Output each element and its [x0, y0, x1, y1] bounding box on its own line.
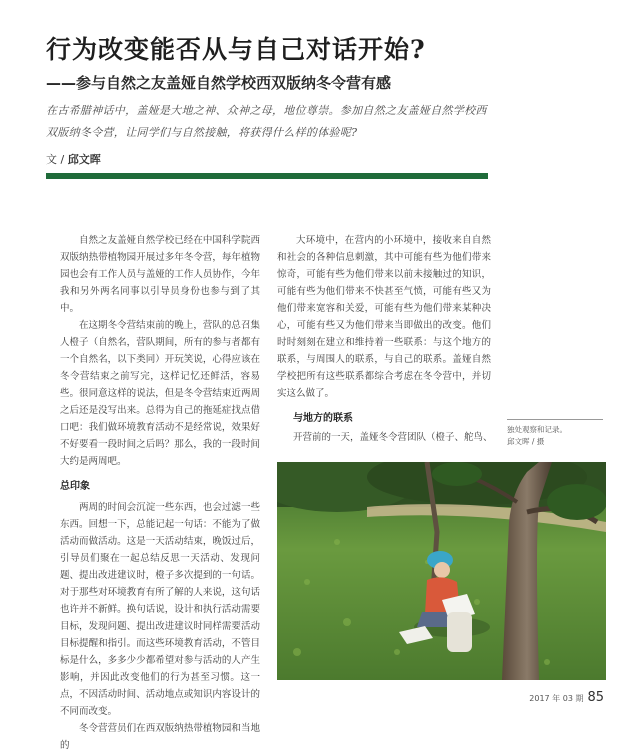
photo-child-drawing-under-tree: [277, 462, 606, 680]
author-name: 邱文晖: [67, 153, 101, 166]
paragraph: 在这期冬令营结束前的晚上，营队的总召集人橙子（自然名，营队期间，所有的参与者都有一个自然名，以下类同）开玩笑说，心得应该在冬令营结束之前写完，这样记忆还鲜活，容易些。很同意这样的说法，但是冬令营结束近两周之后还是没写出来。总得为自己的拖延症找点借口吧：我们做环境教育活动不是经常说，效果好不好要看一段时间之后吗？那么，我的一段时间大约是两周吧。: [60, 320, 260, 467]
section-place: [293, 410, 493, 446]
paragraph: 开营前的一天，盖娅冬令营团队（橙子、舵鸟、: [293, 432, 493, 443]
paragraph: 大环境中，在营内的小环境中，接收来自自然和社会的各种信息刺激，其中可能有些为他们带来惊奇，可能有些为他们带来以前未接触过的知识，可能有些为他们带来不快甚至气愤，可能有些又为他们带来宽容和关爱，可能有些为他们带来某种决心，可能有些又为他们带来当即做出的改变。他们时时刻刻在建立和维持着一些联系：与这个地方的联系，与周围人的联系，与自己的联系。盖娅自然学校把所有这些联系都综合考虑在冬令营中，并切实这么做了。: [277, 235, 491, 399]
photo-illustration: [277, 462, 606, 680]
article-lead: 在古希腊神话中，盖娅是大地之神、众神之母，地位尊崇。参加自然之友盖娅自然学校西双版纳冬令营，让同学们与自然接触，将获得什么样的体验呢?: [46, 104, 487, 139]
green-divider: [46, 173, 488, 179]
section-heading: 与地方的联系: [293, 413, 353, 424]
issue-label: 2017 年 03 期: [529, 694, 584, 703]
article-subtitle: ——参与自然之友盖娅自然学校西双版纳冬令营有感: [46, 74, 392, 92]
caption-text: 独处观察和记录。: [507, 425, 567, 434]
byline-prefix: 文 /: [46, 153, 65, 166]
paragraph: 自然之友盖娅自然学校已经在中国科学院西双版纳热带植物园开展过多年冬令营，每年植物园也会有工作人员与盖娅的工作人员协作，今年我和另外两名同事以引导员身份也参与到了其中。: [60, 235, 260, 314]
page-number: 85: [587, 690, 604, 705]
byline: [46, 151, 101, 167]
page-footer: [529, 690, 604, 705]
paragraph: 冬令营营员们在西双版纳热带植物园和当地的: [60, 723, 260, 751]
section-heading: 总印象: [60, 481, 90, 492]
photo-credit: 邱文晖 / 摄: [507, 437, 545, 446]
photo-caption: [507, 419, 607, 448]
body-column-left: [60, 232, 260, 754]
body-column-right: [277, 232, 491, 402]
paragraph: 两周的时间会沉淀一些东西，也会过滤一些东西。回想一下，总能记起一句话：不能为了做活动而做活动。这是一天活动结束，晚饭过后，引导员们聚在一起总结反思一天活动、发现问题、提出改进建议时，橙子多次提到的一句话。对于那些对环境教育有所了解的人来说，这句话也许并不新鲜。换句话说，设计和执行活动需要目标，发现问题、提出改进建议时同样需要活动目标提醒和指引。而这些环境教育活动，不管目标是什么，多多少少都希望对参与活动的人产生影响，并因此改变他们的行为甚至习惯。这一点，不因活动时间、活动地点或知识内容设计的不同而改变。: [60, 502, 260, 717]
article-title: 行为改变能否从与自己对话开始?: [46, 35, 426, 64]
